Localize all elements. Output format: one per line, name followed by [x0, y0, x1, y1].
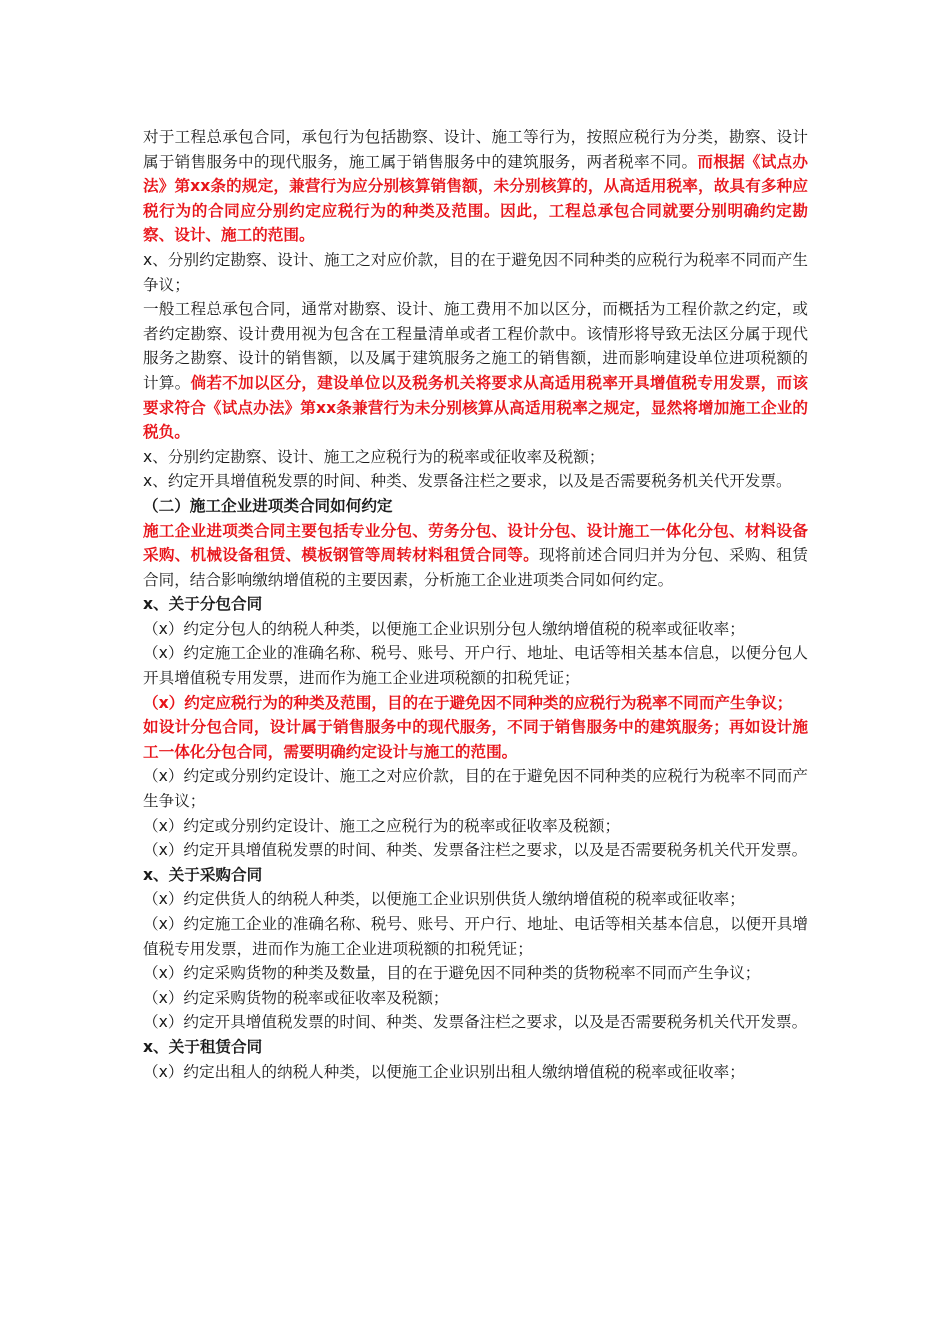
list-item: （x）约定供货人的纳税人种类，以便施工企业识别供货人缴纳增值税的税率或征收率； [143, 890, 745, 909]
subsection-heading: x、关于采购合同 [143, 865, 263, 884]
paragraph: 一般工程总承包合同，通常对勘察、设计、施工费用不加以区分，而概括为工程价款之约定，或者约定勘察、设计费用视为包含在工程量清单或者工程价款中。该情形将导致无法区分属于现代服务之勘察、设计的销售额，以及属于建筑服务之施工的销售额，进而影响建设单位进项税额的计算。倘若不加以区分，建设单位以及税务机关将要求从高适用税率开具增值税专用发票，而该要求符合《试点办法》第xx条兼营行为未分别核算从高适用税率之规定，显然将增加施工企业的税负。 [143, 300, 808, 442]
paragraph: x、分别约定勘察、设计、施工之对应价款，目的在于避免因不同种类的应税行为税率不同而产生争议； [143, 250, 808, 294]
paragraph: 施工企业进项类合同主要包括专业分包、劳务分包、设计分包、设计施工一体化分包、材料设备采购、机械设备租赁、模板钢管等周转材料租赁合同等。现将前述合同归并为分包、采购、租赁合同，结合影响缴纳增值税的主要因素，分析施工企业进项类合同如何约定。 [143, 521, 808, 589]
list-item: （x）约定分包人的纳税人种类，以便施工企业识别分包人缴纳增值税的税率或征收率； [143, 619, 745, 638]
paragraph: x、约定开具增值税发票的时间、种类、发票备注栏之要求，以及是否需要税务机关代开发票。 [143, 472, 792, 491]
list-item: （x）约定或分别约定设计、施工之应税行为的税率或征收率及税额； [143, 816, 621, 835]
subsection-heading: x、关于分包合同 [143, 595, 263, 614]
list-item: （x）约定开具增值税发票的时间、种类、发票备注栏之要求，以及是否需要税务机关代开发票。 [143, 841, 808, 860]
list-item: （x）约定或分别约定设计、施工之对应价款，目的在于避免因不同种类的应税行为税率不同而产生争议； [143, 767, 808, 811]
document-body [143, 125, 808, 1084]
section-heading: （二）施工企业进项类合同如何约定 [143, 496, 393, 515]
paragraph: 对于工程总承包合同，承包行为包括勘察、设计、施工等行为，按照应税行为分类，勘察、设计属于销售服务中的现代服务，施工属于销售服务中的建筑服务，两者税率不同。而根据《试点办法》第xx条的规定，兼营行为应分别核算销售额，未分别核算的，从高适用税率，故具有多种应税行为的合同应分别约定应税行为的种类及范围。因此，工程总承包合同就要分别明确约定勘察、设计、施工的范围。 [143, 128, 808, 245]
list-item: （x）约定采购货物的种类及数量，目的在于避免因不同种类的货物税率不同而产生争议； [143, 964, 761, 983]
list-item: （x）约定开具增值税发票的时间、种类、发票备注栏之要求，以及是否需要税务机关代开发票。 [143, 1013, 808, 1032]
list-item: （x）约定采购货物的税率或征收率及税额； [143, 988, 449, 1007]
list-item: （x）约定出租人的纳税人种类，以便施工企业识别出租人缴纳增值税的税率或征收率； [143, 1062, 745, 1081]
list-item: （x）约定应税行为的种类及范围，目的在于避免因不同种类的应税行为税率不同而产生争议； [143, 693, 793, 712]
paragraph: 如设计分包合同，设计属于销售服务中的现代服务，不同于销售服务中的建筑服务；再如设计施工一体化分包合同，需要明确约定设计与施工的范围。 [143, 718, 808, 761]
list-item: （x）约定施工企业的准确名称、税号、账号、开户行、地址、电话等相关基本信息，以便开具增值税专用发票，进而作为施工企业进项税额的扣税凭证； [143, 915, 808, 958]
subsection-heading: x、关于租赁合同 [143, 1037, 263, 1056]
paragraph: x、分别约定勘察、设计、施工之应税行为的税率或征收率及税额； [143, 447, 605, 466]
list-item: （x）约定施工企业的准确名称、税号、账号、开户行、地址、电话等相关基本信息，以便分包人开具增值税专用发票，进而作为施工企业进项税额的扣税凭证； [143, 644, 808, 688]
